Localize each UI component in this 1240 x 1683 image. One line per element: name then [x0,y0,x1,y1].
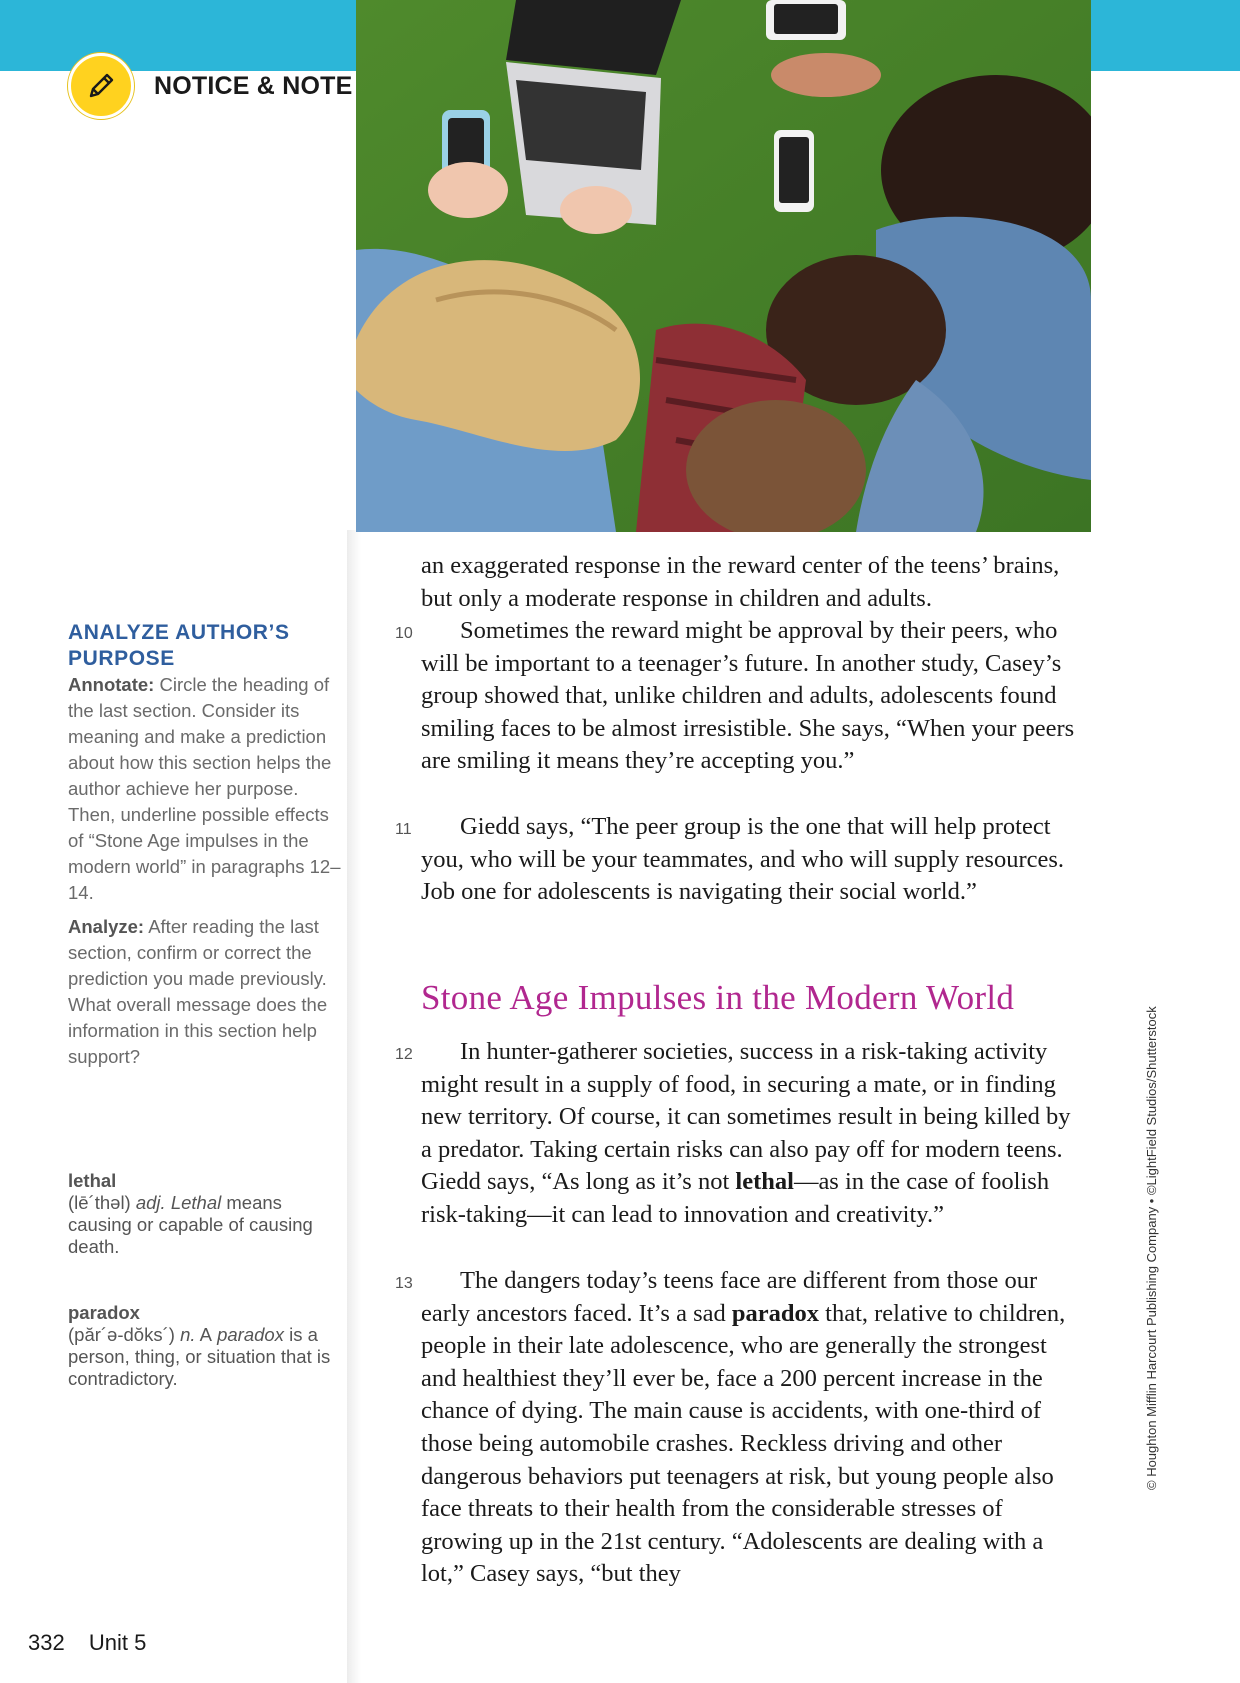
notice-note-title: NOTICE & NOTE [154,71,353,100]
vocab-lethal [68,1170,348,1258]
analyze-text: After reading the last section, confirm or correct the prediction you made previously. What overall message does the information in this section help support? [68,916,328,1067]
analyze-instruction [68,914,348,1070]
paragraph-number: 11 [395,821,412,838]
pencil-icon [68,53,134,119]
paragraph-10: Sometimes the reward might be approval by their peers, who will be important to a teenager’s future. In another study, Casey’s group showed that, unlike children and adults, adolescents found smiling faces to be almost irresistible. She says, “When your peers are smiling it means they’re accepting you.” [421,617,1075,775]
vocab-word: lethal [68,1170,117,1191]
paragraph-13: The dangers today’s teens face are different from those our early ancestors faced. It’s a sad paradox that, relative to children, people in their late adolescence, who are generally the strongest and healthiest they’ll ever be, face a 200 percent increase in the chance of dying. The main cause is accidents, with one-third of those being automobile crashes. Reckless driving and other dangerous behaviors put teenagers at risk, but young people also face threats to their health from the considerable stresses of growing up in the 21st century. “Adolescents are dealing with a lot,” Casey says, “but they [421,1267,1066,1588]
paragraph-12: In hunter-gatherer societies, success in a risk-taking activity might result in a supply of food, in securing a mate, or in finding new territory. Of course, it can sometimes result in being killed by a predator. Taking certain risks can also pay off for modern teens. Giedd says, “As long as it’s not lethal—as in the case of foolish risk-taking—it can lead to innovation and creativity.” [421,1038,1071,1228]
vocab-word: paradox [68,1302,140,1323]
section-heading: Stone Age Impulses in the Modern World [421,978,1015,1017]
annotate-label: Annotate: [68,674,155,695]
side-note-heading: ANALYZE AUTHOR’S PURPOSE [68,621,290,670]
annotate-instruction [68,672,348,906]
page-footer [28,1630,146,1656]
photo-credit: © Houghton Mifflin Harcourt Publishing Company • ©LightField Studios/Shutterstock [1144,1006,1159,1490]
continuation-paragraph: an exaggerated response in the reward center of the teens’ brains, but only a moderate response in children and adults. [421,552,1060,612]
right-margin [1090,71,1240,1683]
paragraph-number: 13 [395,1275,413,1292]
vocab-definition: (lē´thəl) adj. Lethal means causing or capable of causing death. [68,1192,313,1257]
paragraph-number: 10 [395,625,413,642]
paragraph-number: 12 [395,1046,413,1063]
analyze-authors-purpose-note [68,620,348,1078]
analyze-label: Analyze: [68,916,145,937]
vocab-highlight-paradox: paradox [731,1299,820,1327]
paragraph-11: Giedd says, “The peer group is the one that will help protect you, who will be your teammates, and who will supply resources. Job one for adolescents is navigating their social world.” [421,813,1065,906]
gutter-shade [347,530,361,1683]
teens-with-devices-photo [356,0,1091,532]
unit-label: Unit 5 [88,1630,147,1655]
page-number: 332 [28,1630,65,1655]
vocab-definition: (păr´ə-dŏks´) n. A paradox is a person, thing, or situation that is contradictory. [68,1324,331,1389]
annotate-text: Circle the heading of the last section. Consider its meaning and make a prediction about how this section helps the author achieve her purpose. Then, underline possible effects of “Stone Age impulses in the modern world” in paragraphs 12–14. [68,674,341,903]
vocab-highlight-lethal: lethal [735,1168,794,1196]
notice-note-header [68,55,352,117]
vocab-paradox [68,1302,348,1390]
